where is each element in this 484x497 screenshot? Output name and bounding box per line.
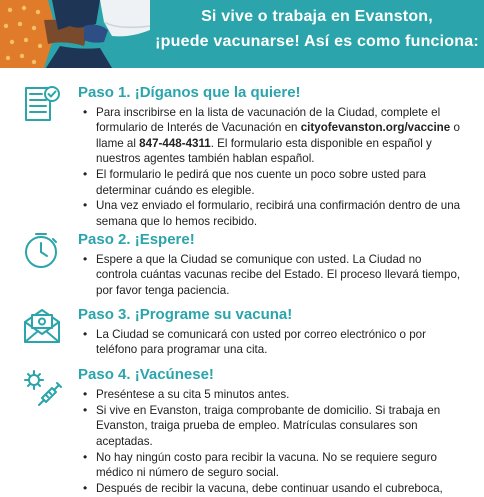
step-3-title: Paso 3. ¡Programe su vacuna! — [78, 306, 293, 323]
step-4-title: Paso 4. ¡Vacúnese! — [78, 366, 214, 383]
step-4-bullets — [96, 387, 462, 497]
step-1-bullet-1: • Para inscribirse en la lista de vacunación de la Ciudad, complete el formulario de Interés de Vacunación en cityofevanston.org/vaccine o llame al 847-448-4311. El formulario esta disponible en español y nuestros agentes también hablan español. — [96, 105, 462, 167]
email-icon — [22, 306, 62, 346]
step-1-bullets — [96, 105, 462, 230]
header-banner — [0, 0, 484, 68]
vaccination-illustration — [0, 0, 170, 68]
phone-number[interactable]: 847-448-4311 — [139, 136, 211, 150]
header-line-2: ¡puede vacunarse! Así es como funciona: — [155, 33, 479, 50]
header-line-1: Si vive o trabaja en Evanston, — [201, 8, 433, 25]
step-3-bullet-1: • La Ciudad se comunicará con usted por correo electrónico o por teléfono para programar una cita. — [96, 327, 462, 358]
step-3-bullets — [96, 327, 462, 358]
step-4-bullet-3: • No hay ningún costo para recibir la vacuna. No se requiere seguro médico ni número de seguro social. — [96, 450, 462, 481]
step-4-bullet-1: • Preséntese a su cita 5 minutos antes. — [96, 387, 462, 402]
step-1-bullet-2: • El formulario le pedirá que nos cuente un poco sobre usted para determinar cuándo es elegible. — [96, 167, 462, 198]
checklist-icon — [22, 84, 62, 124]
step-2-bullet-1: • Espere a que la Ciudad se comunique con usted. La Ciudad no controla cuántas vacunas recibe del Estado. El proceso llevará tiempo, por favor tenga paciencia. — [96, 252, 462, 298]
step-1-bullet-3: • Una vez enviado el formulario, recibirá una confirmación dentro de una semana que lo hemos recibido. — [96, 198, 462, 229]
step-2-title: Paso 2. ¡Espere! — [78, 231, 195, 248]
clock-icon — [22, 231, 62, 271]
vaccine-syringe-icon — [22, 368, 62, 408]
step-4-bullet-4: • Después de recibir la vacuna, debe continuar usando el cubreboca, — [96, 481, 462, 496]
vaccine-website-link[interactable]: cityofevanston.org/vaccine — [300, 121, 451, 135]
step-2-bullets — [96, 252, 462, 299]
step-1-title: Paso 1. ¡Díganos que la quiere! — [78, 84, 301, 101]
step-4-bullet-2: • Si vive en Evanston, traiga comprobante de domicilio. Si trabaja en Evanston, traiga prueba de empleo. Matrículas consulares son aceptadas. — [96, 403, 462, 449]
header-title — [150, 4, 484, 54]
